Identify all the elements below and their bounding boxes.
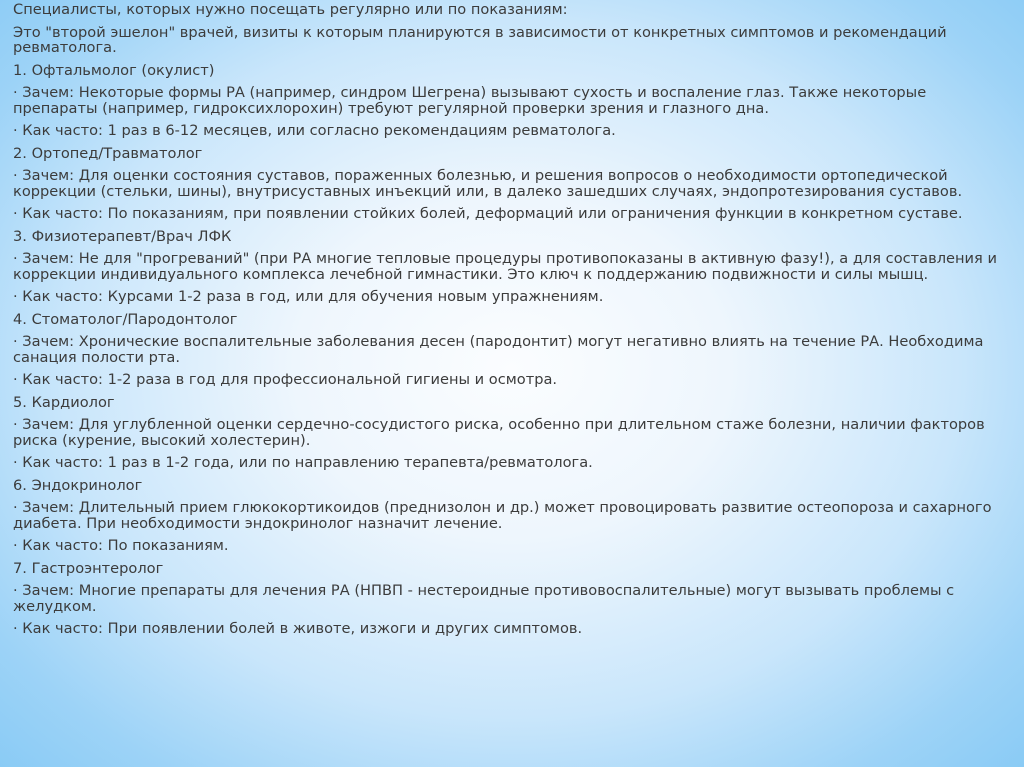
specialist-heading: 2. Ортопед/Травматолог	[13, 144, 203, 162]
specialist-why: · Зачем: Для оценки состояния суставов, пораженных болезнью, и решения вопросов о необходимости ортопедической коррекции (стельки, шины), внутрисуставных инъекций или, в далеко зашедших случаях, эндопротезирования суставов.	[13, 167, 963, 200]
specialist-how-often: · Как часто: 1-2 раза в год для профессиональной гигиены и осмотра.	[13, 371, 558, 388]
specialist-why: · Зачем: Не для "прогреваний" (при РА многие тепловые процедуры противопоказаны в активную фазу!), а для составления и коррекции индивидуального комплекса лечебной гимнастики. Это ключ к поддержанию подвижности и силы мышц.	[13, 250, 997, 283]
specialist-heading: 1. Офтальмолог (окулист)	[13, 61, 215, 79]
specialist-how-often: · Как часто: Курсами 1-2 раза в год, или для обучения новым упражнениям.	[13, 288, 604, 305]
specialist-how-often: · Как часто: По показаниям, при появлении стойких болей, деформаций или ограничения функции в конкретном суставе.	[13, 205, 963, 222]
specialist-how-often: · Как часто: При появлении болей в животе, изжоги и других симптомов.	[13, 620, 583, 637]
specialist-heading: 5. Кардиолог	[13, 393, 115, 411]
specialist-how-often: · Как часто: По показаниям.	[13, 537, 229, 554]
specialist-why: · Зачем: Многие препараты для лечения РА (НПВП - нестероидные противовоспалительные) могут вызывать проблемы с желудком.	[13, 582, 955, 615]
specialist-how-often: · Как часто: 1 раз в 6-12 месяцев, или согласно рекомендациям ревматолога.	[13, 122, 616, 139]
specialist-heading: 3. Физиотерапевт/Врач ЛФК	[13, 227, 232, 245]
specialist-why: · Зачем: Длительный прием глюкокортикоидов (преднизолон и др.) может провоцировать развитие остеопороза и сахарного диабета. При необходимости эндокринолог назначит лечение.	[13, 499, 992, 532]
specialist-why: · Зачем: Хронические воспалительные заболевания десен (пародонтит) могут негативно влиять на течение РА. Необходима санация полости рта.	[13, 333, 984, 366]
specialist-heading: 6. Эндокринолог	[13, 476, 143, 494]
specialist-why: · Зачем: Для углубленной оценки сердечно-сосудистого риска, особенно при длительном стаже болезни, наличии факторов риска (курение, высокий холестерин).	[13, 416, 985, 449]
intro-paragraph: Это "второй эшелон" врачей, визиты к которым планируются в зависимости от конкретных симптомов и рекомендаций ревматолога.	[13, 23, 947, 56]
specialist-heading: 7. Гастроэнтеролог	[13, 559, 164, 577]
specialist-heading: 4. Стоматолог/Пародонтолог	[13, 310, 238, 328]
slide-content	[13, 0, 1013, 637]
specialist-why: · Зачем: Некоторые формы РА (например, синдром Шегрена) вызывают сухость и воспаление глаз. Также некоторые препараты (например, гидроксихлорохин) требуют регулярной проверки зрения и глазного дна.	[13, 84, 927, 117]
document-title: Специалисты, которых нужно посещать регулярно или по показаниям:	[13, 1, 568, 18]
specialist-how-often: · Как часто: 1 раз в 1-2 года, или по направлению терапевта/ревматолога.	[13, 454, 593, 471]
